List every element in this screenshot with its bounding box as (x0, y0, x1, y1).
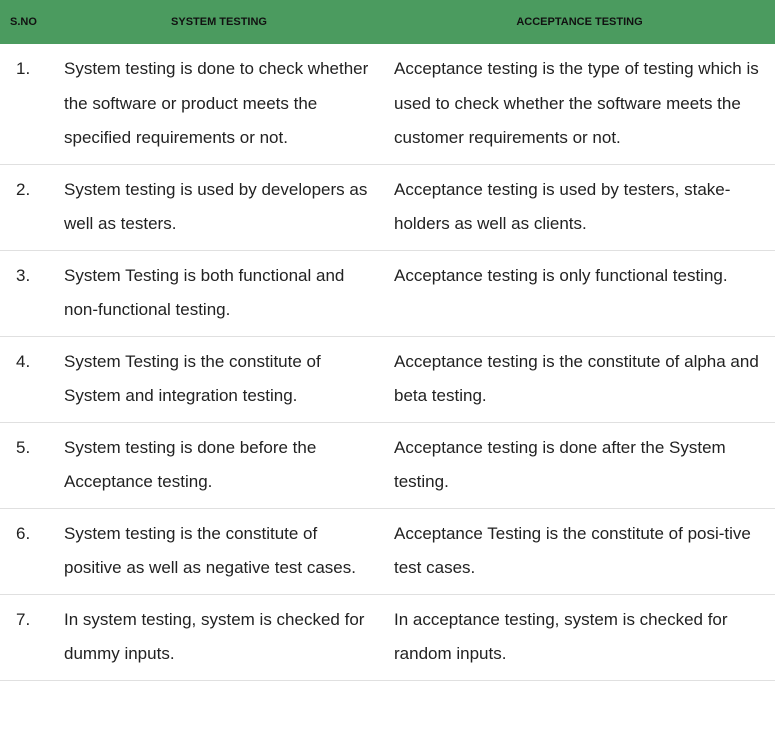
table-row (0, 422, 775, 508)
acceptance-testing-cell: Acceptance testing is used by testers, stake-holders as well as clients. (384, 164, 775, 250)
header-acceptance-testing: ACCEPTANCE TESTING (516, 16, 643, 28)
row-number: 5. (0, 422, 54, 508)
header-system-testing: SYSTEM TESTING (171, 16, 267, 28)
acceptance-testing-cell: Acceptance Testing is the constitute of posi-tive test cases. (384, 508, 775, 594)
acceptance-testing-cell: Acceptance testing is only functional testing. (384, 250, 775, 336)
system-testing-cell: System testing is the constitute of positive as well as negative test cases. (54, 508, 384, 594)
system-testing-cell: In system testing, system is checked for dummy inputs. (54, 594, 384, 680)
row-number: 7. (0, 594, 54, 680)
table-row (0, 594, 775, 680)
row-number: 4. (0, 336, 54, 422)
header-sno: S.NO (10, 16, 37, 28)
acceptance-testing-cell: Acceptance testing is the constitute of alpha and beta testing. (384, 336, 775, 422)
table-row (0, 250, 775, 336)
table-row (0, 336, 775, 422)
table-header (0, 0, 775, 44)
table-row (0, 508, 775, 594)
acceptance-testing-cell: Acceptance testing is done after the System testing. (384, 422, 775, 508)
row-number: 1. (0, 44, 54, 164)
table-row (0, 164, 775, 250)
system-testing-cell: System testing is done before the Acceptance testing. (54, 422, 384, 508)
system-testing-cell: System Testing is the constitute of System and integration testing. (54, 336, 384, 422)
row-number: 3. (0, 250, 54, 336)
system-testing-cell: System testing is done to check whether the software or product meets the specified requirements or not. (54, 44, 384, 164)
row-number: 6. (0, 508, 54, 594)
table-body (0, 44, 775, 680)
row-number: 2. (0, 164, 54, 250)
system-testing-cell: System testing is used by developers as well as testers. (54, 164, 384, 250)
system-testing-cell: System Testing is both functional and non-functional testing. (54, 250, 384, 336)
table-row (0, 44, 775, 164)
acceptance-testing-cell: In acceptance testing, system is checked for random inputs. (384, 594, 775, 680)
header-row (0, 0, 775, 44)
acceptance-testing-cell: Acceptance testing is the type of testing which is used to check whether the software meets the customer requirements or not. (384, 44, 775, 164)
